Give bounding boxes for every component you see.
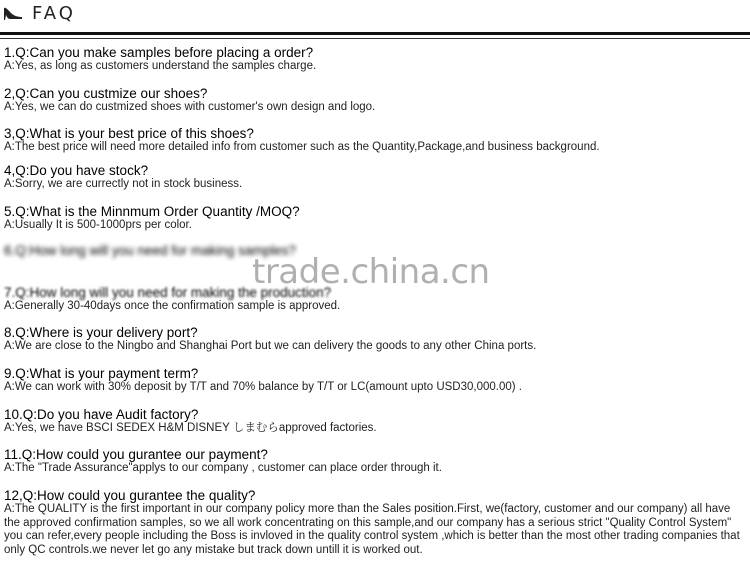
- faq-item: [4, 86, 746, 115]
- faq-item: [4, 163, 746, 192]
- faq-question: 10.Q:Do you have Audit factory?: [4, 407, 199, 422]
- high-heel-shoe-icon: [2, 2, 24, 22]
- faq-answer: A:Sorry, we are currectly not in stock business.: [4, 178, 243, 190]
- faq-item: [4, 488, 746, 557]
- watermark: trade.china.cn: [252, 252, 490, 292]
- header-divider-thick: [0, 32, 750, 35]
- faq-question: 3,Q:What is your best price of this shoes?: [4, 126, 254, 141]
- faq-question: 7.Q:How long will you need for making the production?: [4, 285, 332, 300]
- faq-answer: A:Yes, as long as customers understand the samples charge.: [4, 60, 317, 72]
- faq-answer: A:Usually It is 500-1000prs per color.: [4, 219, 192, 231]
- faq-item: [4, 366, 746, 395]
- faq-item: [4, 126, 746, 155]
- faq-question-obscured: 6.Q:How long will you need for making samples?: [4, 243, 296, 258]
- faq-question: 12,Q:How could you gurantee the quality?: [4, 488, 256, 503]
- faq-question: 11.Q:How could you gurantee our payment?: [4, 447, 268, 462]
- faq-question: 5.Q:What is the Minnmum Order Quantity /MOQ?: [4, 204, 300, 219]
- faq-item: [4, 325, 746, 354]
- faq-answer: A:Yes, we can do custmized shoes with customer's own design and logo.: [4, 101, 376, 113]
- faq-answer: A:The "Trade Assurance"applys to our company , customer can place order through it.: [4, 462, 442, 474]
- faq-question: 9.Q:What is your payment term?: [4, 366, 199, 381]
- faq-answer: A:The best price will need more detailed info from customer such as the Quantity,Package,and business background.: [4, 141, 600, 153]
- header-divider-thin: [0, 38, 750, 39]
- faq-answer: A:The QUALITY is the first important in our company policy more than the Sales position.First, we(factory, customer and our company) all have the approved confirmation samples, so we all work concentrating on this sample,and our company has a serious strict "Quality Control System" you can refer,every people including the Boss is invloved in the quality control system ,which is better than the most other trading companies that only QC controls.we never let go any mistake but track down untill it is worked out.: [4, 503, 740, 556]
- faq-item: [4, 204, 746, 233]
- faq-item: [4, 447, 746, 476]
- faq-answer: A:We can work with 30% deposit by T/T and 70% balance by T/T or LC(amount upto USD30,000.00) .: [4, 381, 522, 393]
- page-title: FAQ: [32, 3, 76, 24]
- faq-header: [0, 0, 750, 30]
- faq-answer: A:Yes, we have BSCI SEDEX H&M DISNEY しまむらapproved factories.: [4, 422, 377, 434]
- faq-question: 1.Q:Can you make samples before placing a order?: [4, 45, 314, 60]
- faq-question: 2,Q:Can you custmize our shoes?: [4, 86, 208, 101]
- faq-answer: A:Generally 30-40days once the confirmation sample is approved.: [4, 300, 341, 312]
- faq-item: [4, 45, 746, 74]
- faq-question: 4,Q:Do you have stock?: [4, 163, 149, 178]
- faq-item: [4, 407, 746, 436]
- faq-question: 8.Q:Where is your delivery port?: [4, 325, 198, 340]
- faq-answer: A:We are close to the Ningbo and Shanghai Port but we can delivery the goods to any other China ports.: [4, 340, 537, 352]
